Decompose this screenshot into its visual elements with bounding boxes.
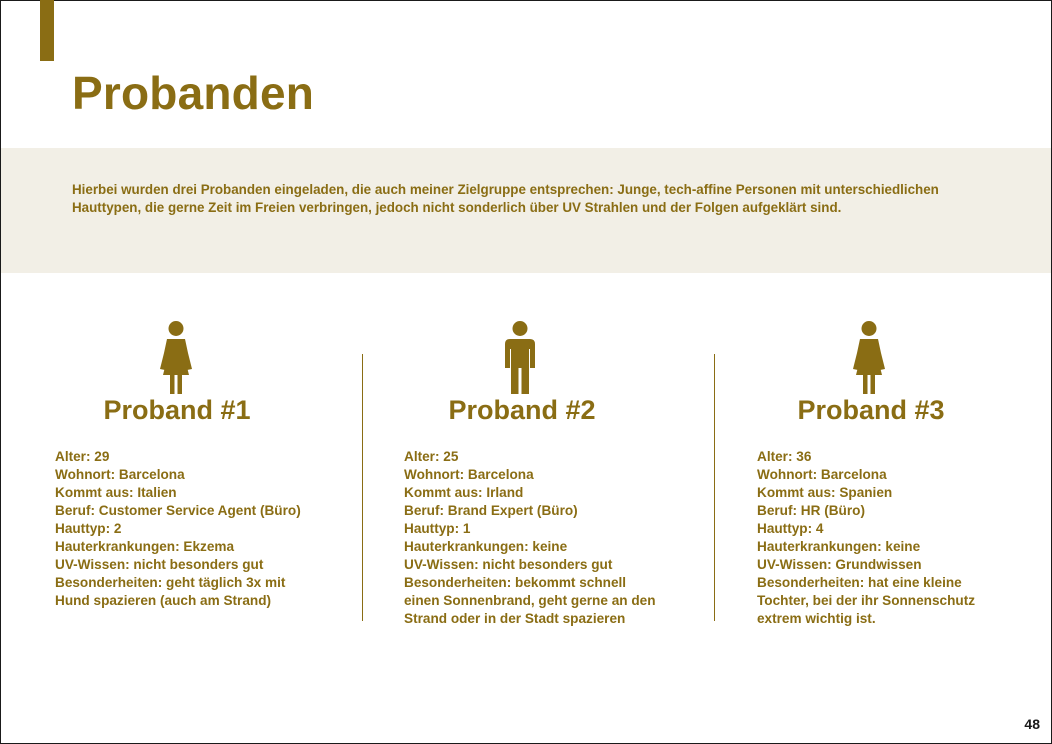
detail-line: einen Sonnenbrand, geht gerne an den <box>404 593 656 608</box>
detail-line: Besonderheiten: bekommt schnell <box>404 575 627 590</box>
detail-line: Wohnort: Barcelona <box>55 467 185 482</box>
male-person-icon <box>500 321 540 395</box>
accent-bar <box>40 0 54 61</box>
detail-line: extrem wichtig ist. <box>757 611 876 626</box>
detail-line: UV-Wissen: nicht besonders gut <box>55 557 264 572</box>
detail-line: Kommt aus: Italien <box>55 485 177 500</box>
detail-line: Alter: 25 <box>404 449 459 464</box>
detail-line: Hauterkrankungen: Ekzema <box>55 539 235 554</box>
female-person-icon <box>156 321 196 395</box>
proband-heading: Proband #3 <box>797 395 945 425</box>
detail-line: Besonderheiten: geht täglich 3x mit <box>55 575 286 590</box>
detail-line: Kommt aus: Irland <box>404 485 524 500</box>
detail-line: UV-Wissen: Grundwissen <box>757 557 922 572</box>
detail-line: Beruf: HR (Büro) <box>757 503 865 518</box>
proband-heading: Proband #1 <box>103 395 251 425</box>
detail-line: Wohnort: Barcelona <box>404 467 534 482</box>
detail-line: Hauttyp: 2 <box>55 521 122 536</box>
detail-line: Beruf: Customer Service Agent (Büro) <box>55 503 301 518</box>
detail-line: Alter: 36 <box>757 449 812 464</box>
proband-heading: Proband #2 <box>448 395 596 425</box>
detail-line: Hauterkrankungen: keine <box>757 539 921 554</box>
detail-line: Hauttyp: 1 <box>404 521 471 536</box>
intro-text: Hierbei wurden drei Probanden eingeladen, die auch meiner Zielgruppe entsprechen: Junge, tech-affine Personen mit unterschiedlichen Hauttypen, die gerne Zeit im Freien verbringen, jedoch nicht sonderlich über UV Strahlen und der Folgen aufgeklärt sind. <box>72 182 939 215</box>
proband-details <box>55 448 301 610</box>
page-title: Probanden <box>72 67 315 119</box>
detail-line: Kommt aus: Spanien <box>757 485 893 500</box>
detail-line: Hauterkrankungen: keine <box>404 539 568 554</box>
detail-line: Hund spazieren (auch am Strand) <box>55 593 272 608</box>
detail-line: Tochter, bei der ihr Sonnenschutz <box>757 593 976 608</box>
detail-line: Hauttyp: 4 <box>757 521 824 536</box>
page-number: 48 <box>1024 716 1040 732</box>
intro-band <box>1 148 1051 273</box>
proband-details <box>757 448 975 628</box>
column-divider <box>714 354 715 621</box>
column-divider <box>362 354 363 621</box>
detail-line: Wohnort: Barcelona <box>757 467 887 482</box>
female-person-icon <box>849 321 889 395</box>
detail-line: Alter: 29 <box>55 449 110 464</box>
detail-line: Besonderheiten: hat eine kleine <box>757 575 962 590</box>
detail-line: UV-Wissen: nicht besonders gut <box>404 557 613 572</box>
detail-line: Strand oder in der Stadt spazieren <box>404 611 626 626</box>
proband-details <box>404 448 656 628</box>
detail-line: Beruf: Brand Expert (Büro) <box>404 503 578 518</box>
